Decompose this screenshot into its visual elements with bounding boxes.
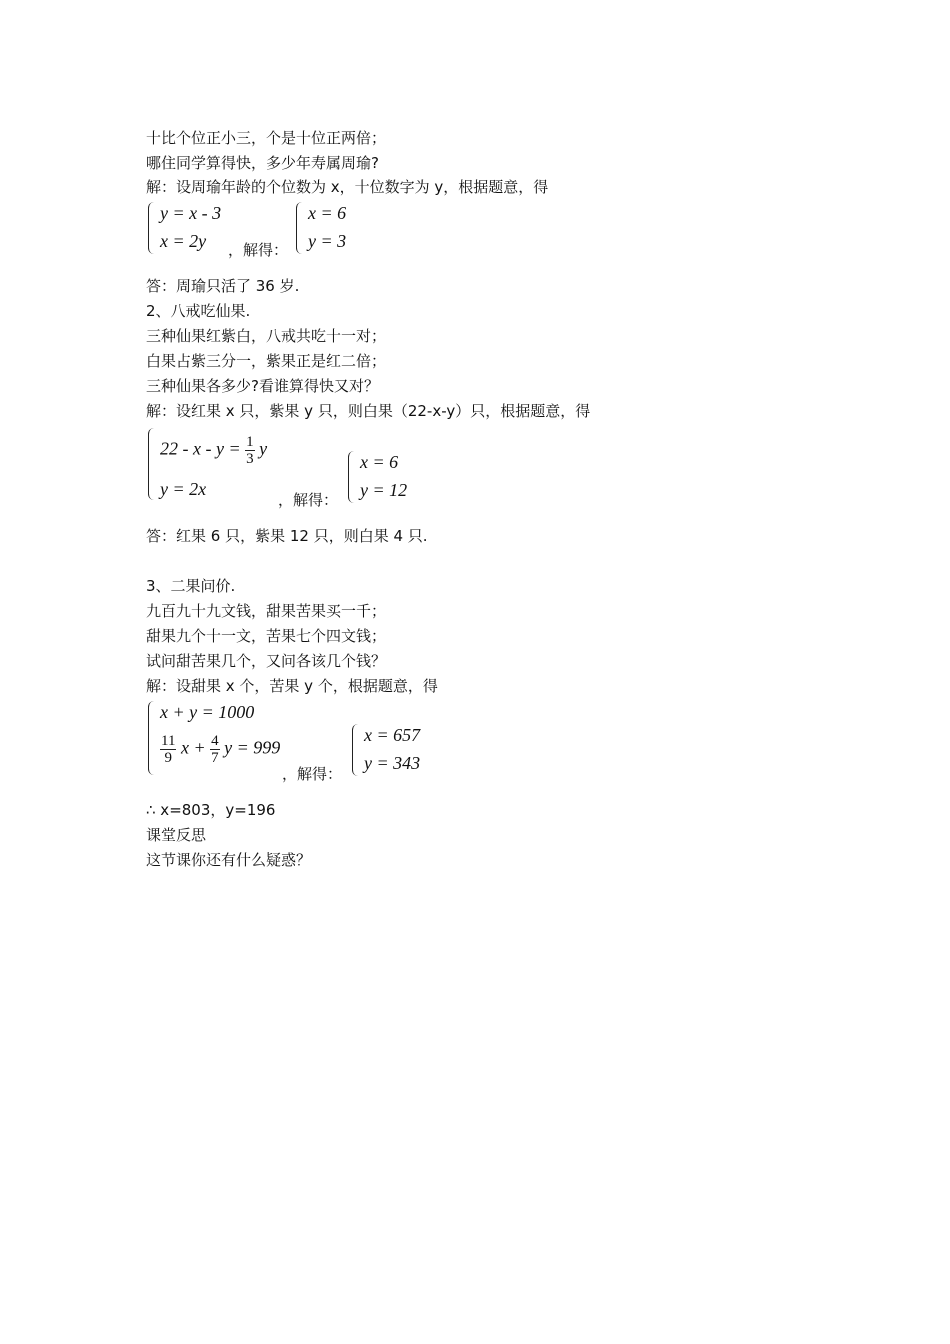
p3-eq1: x + y = 1000 bbox=[160, 702, 255, 722]
fraction-numerator: 11 bbox=[161, 733, 176, 749]
fraction-numerator: 4 bbox=[211, 733, 219, 749]
p1-result-x: x = 6 bbox=[308, 203, 347, 223]
p3-eq2-fraction-2 bbox=[210, 733, 220, 766]
p2-solution-intro: 解：设红果 x 只，紫果 y 只，则白果（22-x-y）只，根据题意，得 bbox=[146, 402, 591, 420]
p3-verse-1: 九百九十九文钱，甜果苦果买一千； bbox=[146, 602, 387, 620]
p3-result-x: x = 657 bbox=[364, 725, 421, 745]
p2-eq1-fraction bbox=[245, 434, 255, 467]
p3-verse-2: 甜果九个十一文，苦果七个四文钱； bbox=[146, 627, 387, 645]
p3-eq2-x: x + bbox=[176, 737, 211, 758]
p1-solve-label: ，解得： bbox=[228, 241, 289, 259]
p1-result-y: y = 3 bbox=[308, 231, 347, 251]
brace bbox=[348, 451, 355, 503]
p1-answer: 答：周瑜只活了 36 岁. bbox=[146, 277, 300, 295]
brace bbox=[296, 202, 303, 254]
p2-verse-2: 白果占紫三分一，紫果正是红二倍； bbox=[146, 352, 387, 370]
brace bbox=[148, 202, 155, 254]
p1-result-system bbox=[296, 200, 366, 258]
p1-solution-intro: 解：设周瑜年龄的个位数为 x，十位数字为 y，根据题意，得 bbox=[146, 178, 549, 196]
p3-result-system bbox=[352, 722, 442, 780]
brace bbox=[148, 701, 155, 775]
brace bbox=[148, 428, 155, 500]
p3-solution-intro: 解：设甜果 x 个，苦果 y 个，根据题意，得 bbox=[146, 677, 438, 695]
p3-solve-label: ，解得： bbox=[282, 765, 343, 783]
fraction-denominator: 9 bbox=[164, 750, 172, 766]
p2-answer: 答：红果 6 只，紫果 12 只，则白果 4 只. bbox=[146, 527, 428, 545]
brace bbox=[352, 724, 359, 776]
p2-eq1-left: 22 - x - y = bbox=[160, 438, 241, 459]
p3-equation-system bbox=[148, 699, 298, 779]
p3-eq2 bbox=[160, 733, 280, 766]
fraction-numerator: 1 bbox=[246, 434, 254, 450]
reflection-heading: 课堂反思 bbox=[146, 826, 207, 844]
p2-result-x: x = 6 bbox=[360, 452, 399, 472]
p1-verse-2: 哪住同学算得快，多少年寿属周瑜? bbox=[146, 154, 379, 172]
p2-equation-system bbox=[148, 426, 288, 504]
p3-conclusion: ∴ x=803，y=196 bbox=[146, 801, 276, 819]
p2-title: 2、八戒吃仙果. bbox=[146, 302, 251, 320]
p3-title: 3、二果问价. bbox=[146, 577, 236, 595]
p2-solve-label: ，解得： bbox=[278, 491, 339, 509]
p2-result-y: y = 12 bbox=[360, 480, 408, 500]
fraction-denominator: 3 bbox=[246, 451, 254, 467]
p1-eq1: y = x - 3 bbox=[160, 203, 222, 223]
p2-eq2: y = 2x bbox=[160, 479, 207, 499]
p2-result-system bbox=[348, 449, 428, 507]
p2-eq1 bbox=[160, 434, 267, 467]
p2-verse-1: 三种仙果红紫白，八戒共吃十一对； bbox=[146, 327, 387, 345]
p3-eq2-tail: y = 999 bbox=[224, 737, 281, 758]
p1-equation-system bbox=[148, 200, 238, 258]
p1-verse-1: 十比个位正小三，个是十位正两倍； bbox=[146, 129, 387, 147]
p1-eq2: x = 2y bbox=[160, 231, 207, 251]
p3-verse-3: 试问甜苦果几个，又问各该几个钱？ bbox=[146, 652, 387, 670]
p2-eq1-right: y bbox=[259, 438, 268, 459]
fraction-denominator: 7 bbox=[211, 750, 219, 766]
p3-result-y: y = 343 bbox=[364, 753, 421, 773]
reflection-question: 这节课你还有什么疑惑？ bbox=[146, 851, 312, 869]
p3-eq2-fraction-1 bbox=[160, 733, 176, 766]
p2-verse-3: 三种仙果各多少?看谁算得快又对？ bbox=[146, 377, 379, 395]
